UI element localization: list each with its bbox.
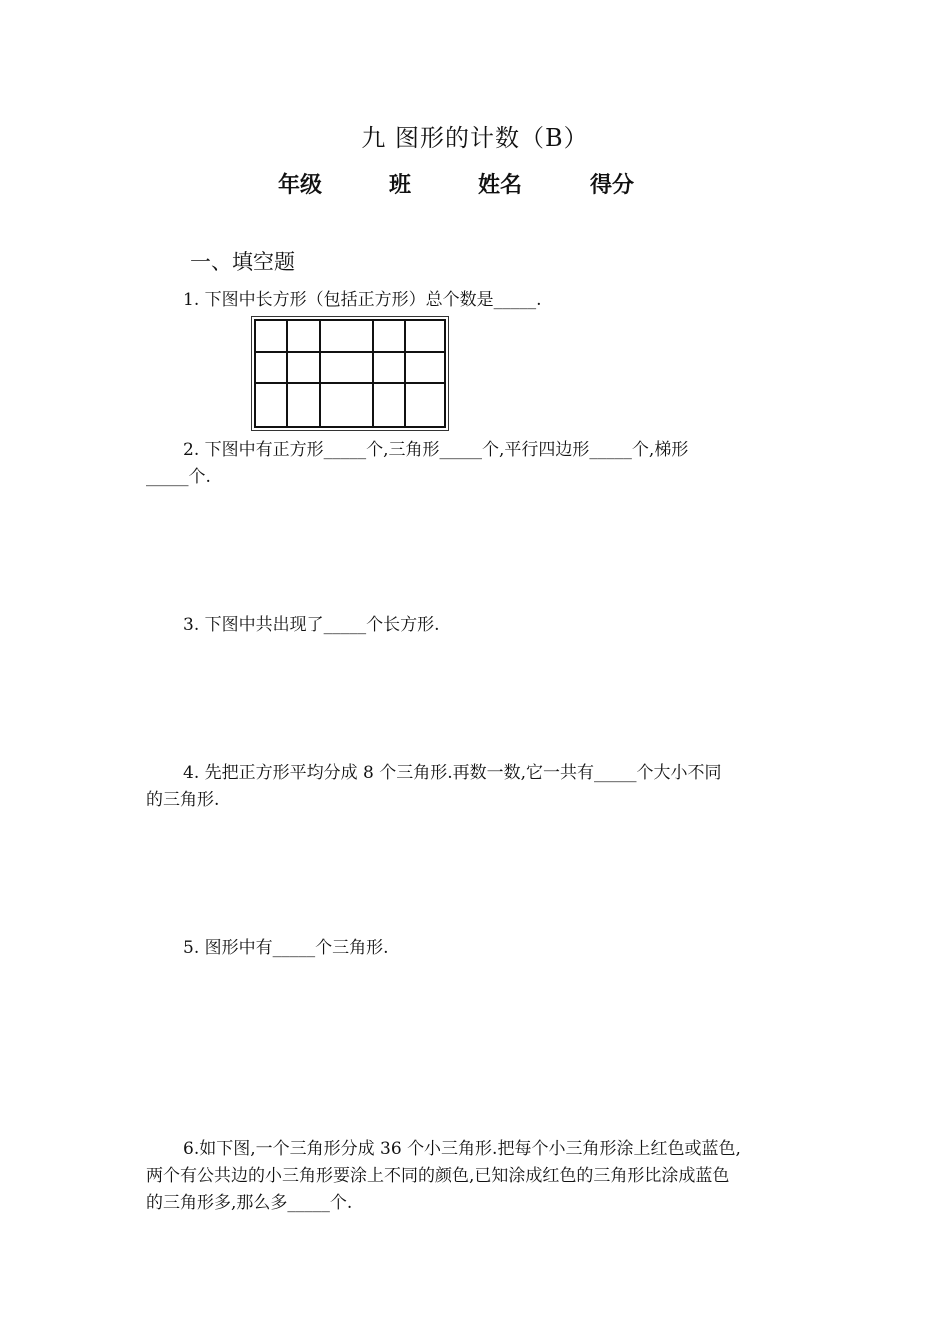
question-2-line-2: _____个. bbox=[146, 467, 211, 487]
name-label: 姓名 bbox=[478, 173, 523, 198]
page-title: 九 图形的计数（B） bbox=[361, 124, 589, 152]
question-4-line-2: 的三角形. bbox=[146, 790, 220, 810]
grade-label: 年级 bbox=[278, 173, 323, 198]
grid-vertical-line bbox=[404, 319, 406, 428]
question-1: 1. 下图中长方形（包括正方形）总个数是_____. bbox=[183, 290, 542, 310]
section-title: 一、填空题 bbox=[190, 250, 295, 274]
class-label: 班 bbox=[389, 173, 412, 198]
question-4-line-1: 4. 先把正方形平均分成 8 个三角形.再数一数,它一共有_____个大小不同 bbox=[183, 763, 722, 783]
question-6-line-3: 的三角形多,那么多_____个. bbox=[146, 1193, 353, 1213]
grid-horizontal-line bbox=[254, 351, 446, 353]
question-2-line-1: 2. 下图中有正方形_____个,三角形_____个,平行四边形_____个,梯形 bbox=[183, 440, 689, 460]
question-6-line-1: 6.如下图,一个三角形分成 36 个小三角形.把每个小三角形涂上红色或蓝色, bbox=[183, 1139, 741, 1159]
score-label: 得分 bbox=[590, 173, 635, 198]
grid-inner-border bbox=[254, 319, 446, 428]
question-3: 3. 下图中共出现了_____个长方形. bbox=[183, 615, 440, 635]
question-6-line-2: 两个有公共边的小三角形要涂上不同的颜色,已知涂成红色的三角形比涂成蓝色 bbox=[146, 1166, 730, 1186]
grid-vertical-line bbox=[286, 319, 288, 428]
grid-vertical-line bbox=[319, 319, 321, 428]
grid-horizontal-line bbox=[254, 382, 446, 384]
question-5: 5. 图形中有_____个三角形. bbox=[183, 938, 389, 958]
grid-vertical-line bbox=[372, 319, 374, 428]
